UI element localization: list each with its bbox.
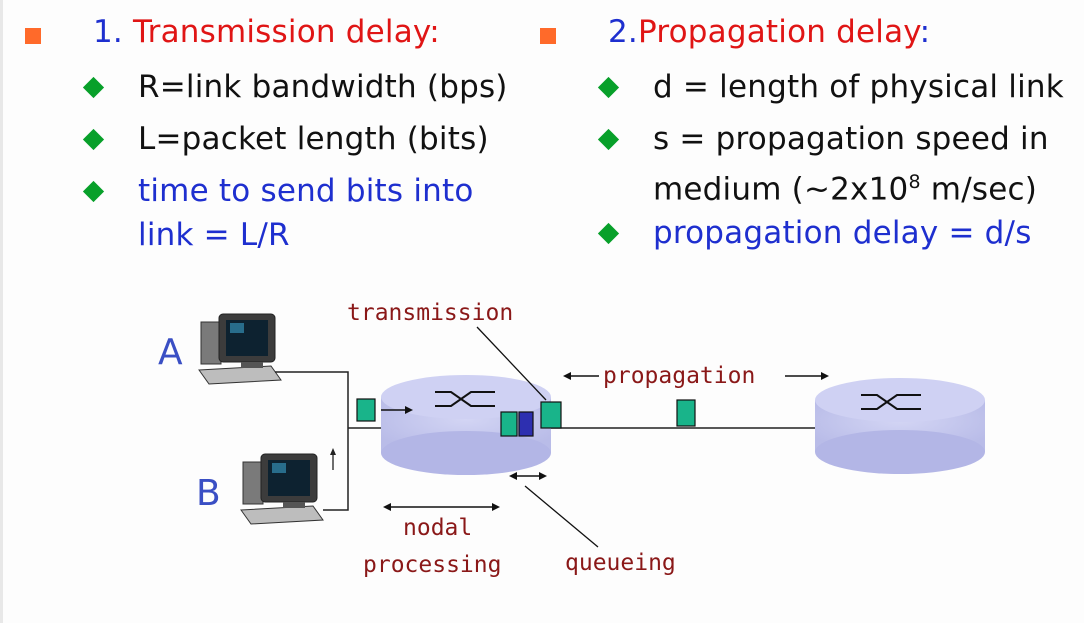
right-item-speed-line1: s = propagation speed in: [653, 121, 1049, 157]
computer-a-icon: [199, 314, 281, 384]
label-propagation: propagation: [603, 363, 756, 389]
label-processing: processing: [363, 552, 502, 578]
computer-b-icon: [241, 454, 323, 524]
label-queueing: queueing: [565, 550, 676, 576]
left-item-packet-length: L=packet length (bits): [138, 121, 489, 157]
packet-incoming: [357, 399, 375, 421]
label-nodal: nodal: [403, 515, 473, 541]
packet-propagating: [677, 400, 695, 426]
host-b-label: B: [196, 473, 221, 514]
left-item-time-line1: time to send bits into: [138, 173, 474, 209]
packet-queued: [501, 412, 517, 436]
right-heading-title: Propagation delay: [637, 14, 920, 50]
speed-pre: medium (~2x10: [653, 171, 909, 208]
speed-exponent: 8: [908, 171, 921, 193]
right-heading-colon: :: [919, 14, 931, 50]
packet-transmitting: [541, 402, 561, 428]
left-heading-number: 1.: [93, 14, 123, 50]
packet-queued-blue: [519, 412, 533, 436]
delay-diagram: [3, 0, 1084, 623]
right-heading-number: 2.: [608, 14, 638, 50]
label-transmission: transmission: [347, 300, 514, 326]
host-a-label: A: [158, 332, 183, 373]
right-item-prop-delay: propagation delay = d/s: [653, 215, 1032, 251]
left-item-time-line2: link = L/R: [138, 217, 290, 253]
left-heading-title: Transmission delay:: [133, 14, 440, 50]
router-2-icon: [815, 378, 985, 474]
speed-post: m/sec): [920, 171, 1038, 208]
right-item-length: d = length of physical link: [653, 69, 1064, 105]
left-item-bandwidth: R=link bandwidth (bps): [138, 69, 508, 105]
